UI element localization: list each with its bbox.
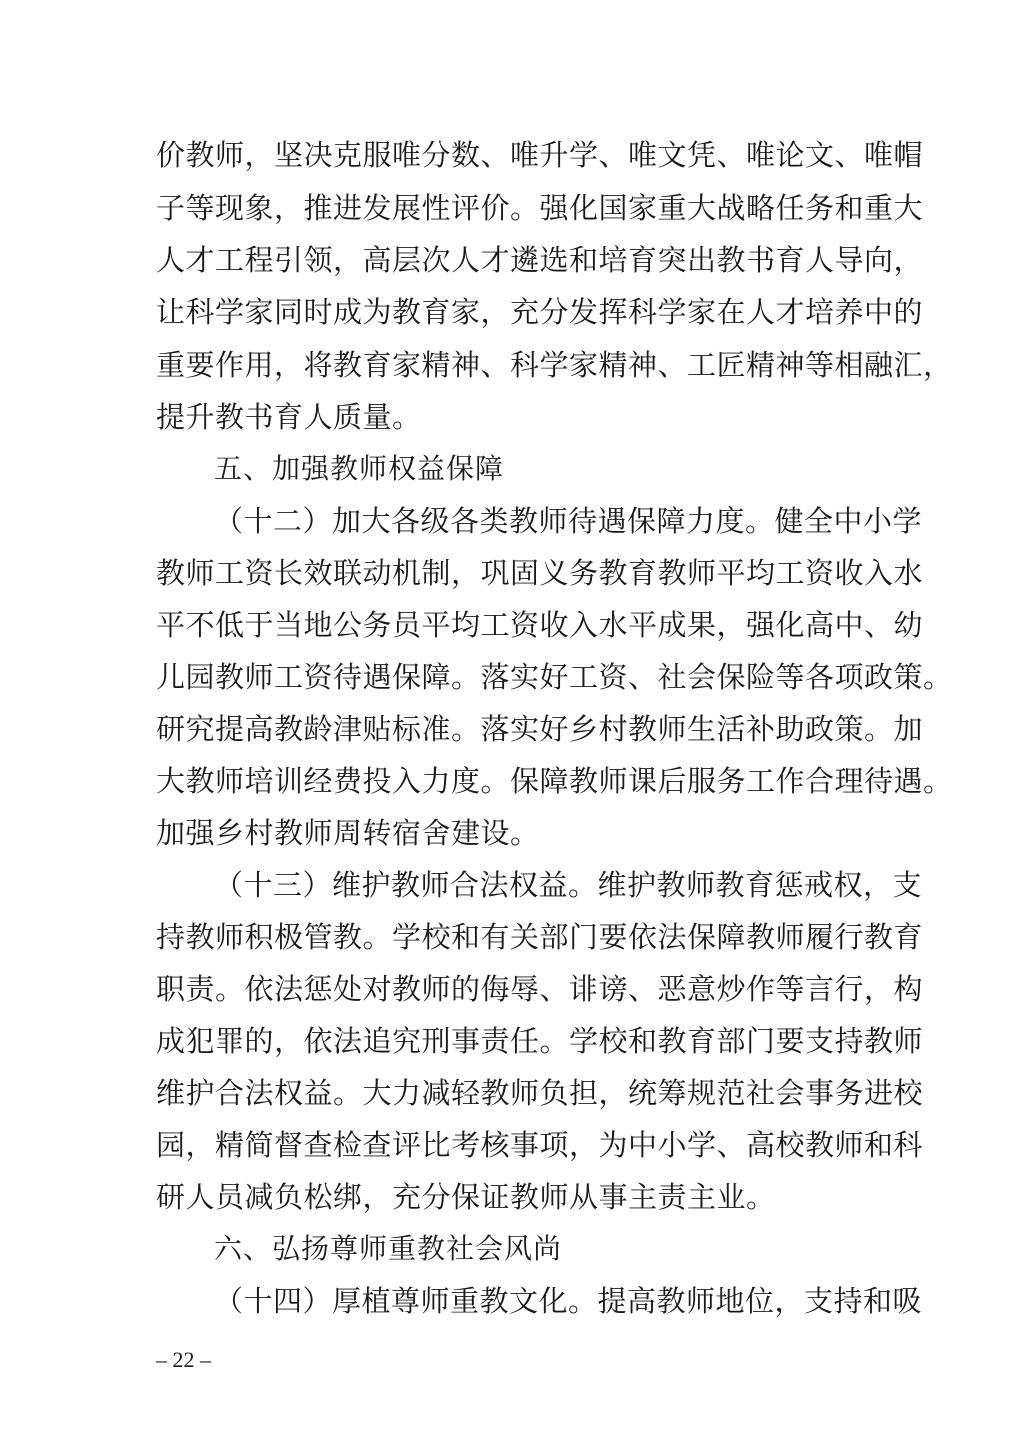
body-text-line: 儿园教师工资待遇保障。落实好工资、社会保险等各项政策。 xyxy=(156,660,953,694)
body-text-line: 人才工程引领，高层次人才遴选和培育突出教书育人导向， xyxy=(156,243,924,277)
body-text-line: （十二）加大各级各类教师待遇保障力度。健全中小学 xyxy=(214,504,923,538)
body-text-line: 重要作用，将教育家精神、科学家精神、工匠精神等相融汇， xyxy=(156,348,953,382)
body-text-line: 职责。依法惩处对教师的侮辱、诽谤、恶意炒作等言行，构 xyxy=(156,972,924,1006)
page-number: – 22 – xyxy=(156,1347,211,1372)
section-heading-five: 五、加强教师权益保障 xyxy=(214,452,505,485)
body-text-line: 让科学家同时成为教育家，充分发挥科学家在人才培养中的 xyxy=(156,295,924,329)
body-text-line: 维护合法权益。大力减轻教师负担，统筹规范社会事务进校 xyxy=(156,1076,924,1110)
body-text-line: 大教师培训经费投入力度。保障教师课后服务工作合理待遇。 xyxy=(156,764,953,798)
body-text-line: 平不低于当地公务员平均工资收入水平成果，强化高中、幼 xyxy=(156,608,924,642)
body-text-line: 价教师，坚决克服唯分数、唯升学、唯文凭、唯论文、唯帽 xyxy=(156,138,924,172)
body-text-line: （十三）维护教师合法权益。维护教师教育惩戒权，支 xyxy=(214,868,923,902)
section-heading-six: 六、弘扬尊师重教社会风尚 xyxy=(214,1232,563,1265)
body-text-line: 成犯罪的，依法追究刑事责任。学校和教育部门要支持教师 xyxy=(156,1024,924,1058)
body-text-line: 研人员减负松绑，充分保证教师从事主责主业。 xyxy=(156,1180,776,1214)
body-text-line: 持教师积极管教。学校和有关部门要依法保障教师履行教育 xyxy=(156,920,924,954)
body-text-line: 提升教书育人质量。 xyxy=(156,400,422,434)
body-text-line: 子等现象，推进发展性评价。强化国家重大战略任务和重大 xyxy=(156,191,924,225)
body-text-line: 研究提高教龄津贴标准。落实好乡村教师生活补助政策。加 xyxy=(156,712,924,746)
body-text-line: 教师工资长效联动机制，巩固义务教育教师平均工资收入水 xyxy=(156,556,924,590)
body-text-line: 园，精简督查检查评比考核事项，为中小学、高校教师和科 xyxy=(156,1128,924,1162)
body-text-line: 加强乡村教师周转宿舍建设。 xyxy=(156,816,540,850)
body-text-line: （十四）厚植尊师重教文化。提高教师地位，支持和吸 xyxy=(214,1284,923,1318)
